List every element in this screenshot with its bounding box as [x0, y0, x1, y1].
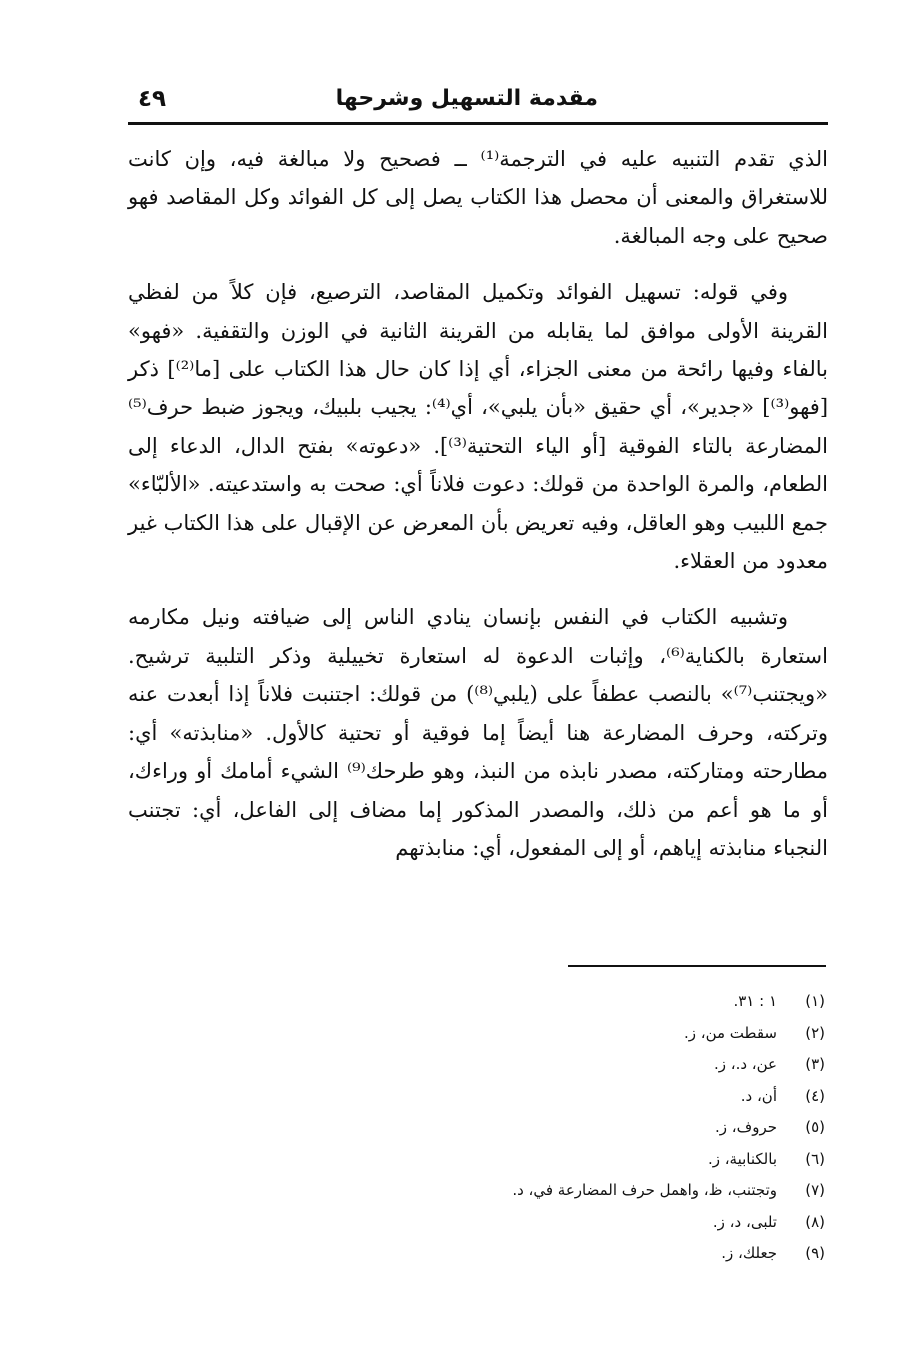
footnote	[205, 1112, 825, 1144]
footnote	[205, 1207, 825, 1239]
page-header	[128, 86, 828, 122]
footnote-text: جعلك، ز.	[721, 1244, 777, 1262]
footnote-number: (٤)	[805, 1086, 825, 1105]
paragraph: الذي تقدم التنبيه عليه في الترجمة⁽¹⁾ ــ فصحيح ولا مبالغة فيه، وإن كانت للاستغراق والمعنى أن محصل هذا الكتاب يصل إلى كل الفوائد وكل المقاصد فهو صحيح على وجه المبالغة.	[128, 147, 828, 248]
page-number: ٤٩	[138, 86, 167, 112]
paragraph: وفي قوله: تسهيل الفوائد وتكميل المقاصد، الترصيع، فإن كلاً من لفظي القرينة الأولى موافق لما يقابله من القرينة الثانية في الوزن والتقفية. «فهو» بالفاء وفيها رائحة من معنى الجزاء، أي إذا كان حال هذا الكتاب على [ما⁽²⁾] ذكر [فهو⁽³⁾] «جدير»، أي حقيق «بأن يلبي»، أي⁽⁴⁾: يجيب بلبيك، ويجوز ضبط حرف⁽⁵⁾ المضارعة بالتاء الفوقية [أو الياء التحتية⁽³⁾]. «دعوته» بفتح الدال، الدعاء إلى الطعام، والمرة الواحدة من قولك: دعوت فلاناً أي: صحت به واستدعيته. «الألبّاء» جمع اللبيب وهو العاقل، وفيه تعريض بأن المعرض عن الإقبال على هذا الكتاب غير معدود من العقلاء.	[128, 280, 829, 574]
footnote-text: ١ : ٣١.	[733, 992, 777, 1010]
footnote-separator	[568, 965, 826, 967]
footnote	[205, 986, 825, 1018]
footnote-text: بالكنابية، ز.	[707, 1149, 777, 1168]
footnote	[205, 1238, 825, 1270]
footnote-text: عن، د.، ز.	[713, 1055, 777, 1073]
footnote-number: (٩)	[805, 1244, 825, 1262]
footnote-text: سقطت من، ز.	[683, 1023, 777, 1042]
footnote-number: (١)	[805, 992, 825, 1010]
footnote-text: أن، د.	[740, 1086, 777, 1105]
paragraph: وتشبيه الكتاب في النفس بإنسان ينادي الناس إلى ضيافته ونيل مكارمه استعارة بالكناية⁽⁶⁾، وإثبات الدعوة له استعارة تخييلية وذكر التلبية ترشيح. «ويجتنب⁽⁷⁾» بالنصب عطفاً على (يلبي⁽⁸⁾) من قولك: اجتنبت فلاناً إذا أبعدت عنه وتركته، وحرف المضارعة هنا أيضاً إما فوقية أو تحتية كالأول. «منابذته» أي: مطارحته ومتاركته، مصدر نابذه من النبذ، وهو طرحك⁽⁹⁾ الشيء أمامك أو وراءك، أو ما هو أعم من ذلك، والمصدر المذكور إما مضاف إلى الفاعل، أي: تجتنب النجباء منابذته إياهم، أو إلى المفعول، أي: منابذتهم	[128, 605, 829, 860]
footnote-number: (٦)	[805, 1149, 825, 1168]
running-title: مقدمة التسهيل وشرحها	[335, 86, 598, 111]
footnote-text: تلبى، د، ز.	[712, 1212, 777, 1231]
footnote	[205, 1049, 825, 1081]
footnote-text: حروف، ز.	[715, 1118, 777, 1136]
header-rule	[128, 122, 828, 125]
footnote	[205, 1018, 825, 1050]
footnote-number: (٢)	[805, 1023, 825, 1042]
footnote-number: (٥)	[805, 1118, 825, 1136]
footnote	[205, 1144, 825, 1176]
footnote-number: (٧)	[805, 1181, 825, 1199]
footnote-number: (٣)	[805, 1055, 825, 1073]
body-text	[128, 140, 828, 885]
footnotes	[205, 986, 825, 1270]
footnote	[205, 1081, 825, 1113]
footnote-number: (٨)	[805, 1212, 825, 1231]
footnote	[205, 1175, 825, 1207]
footnote-text: وتجتنب، ظ، واهمل حرف المضارعة في، د.	[512, 1181, 777, 1199]
